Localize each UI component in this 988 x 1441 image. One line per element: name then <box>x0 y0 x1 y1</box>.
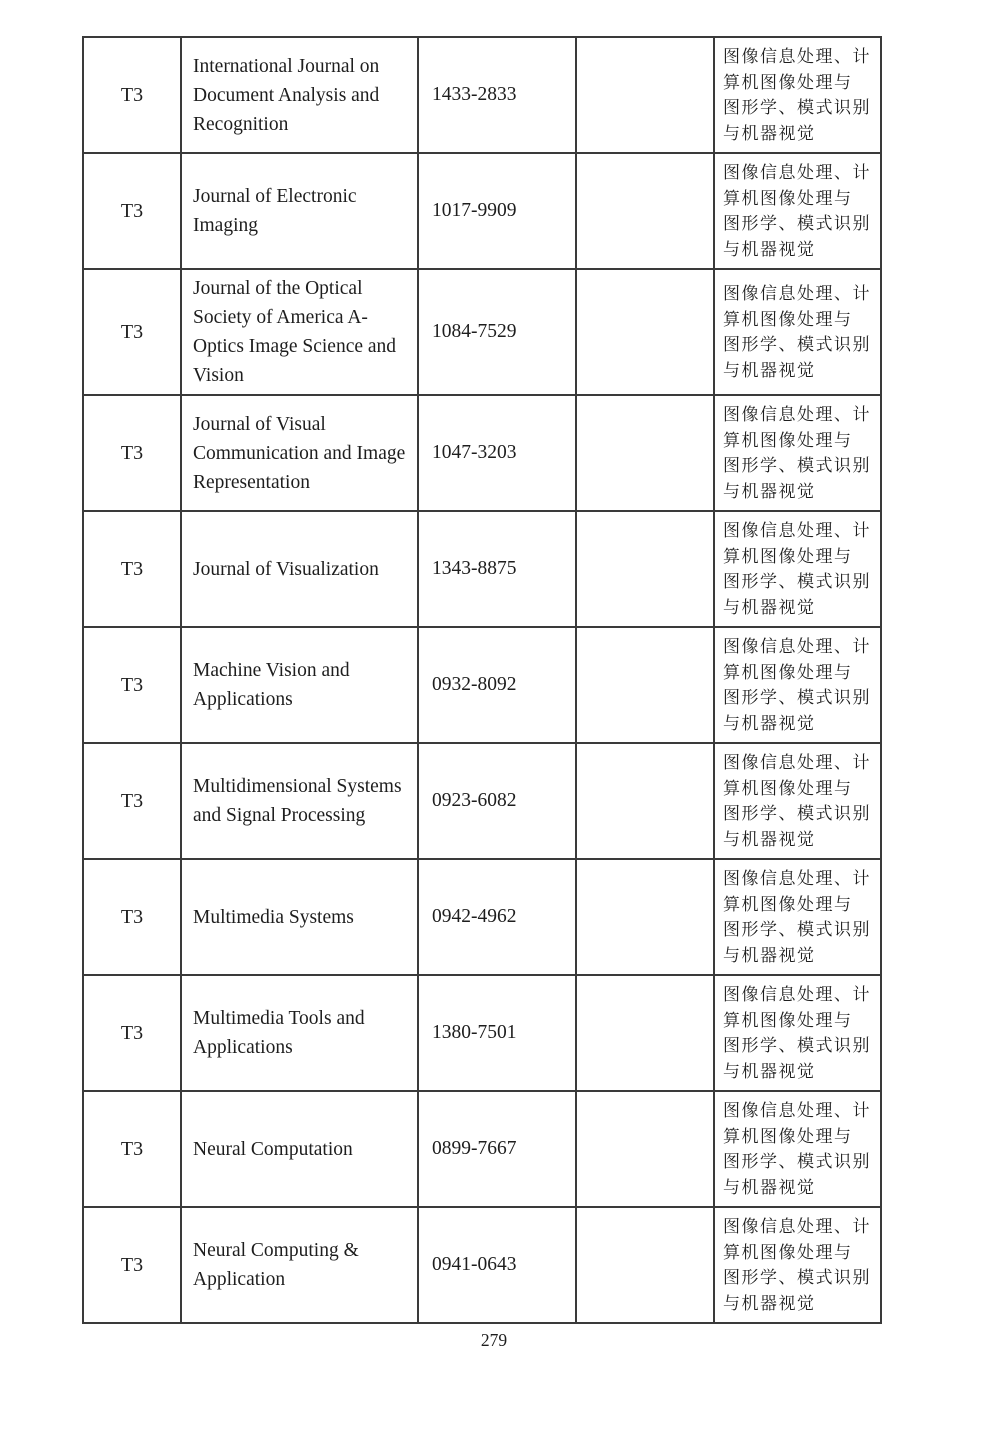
empty-cell <box>576 153 714 269</box>
category-line: 算机图像处理与 <box>723 1126 853 1146</box>
empty-cell <box>576 743 714 859</box>
category-line: 图形学、模式识别 <box>723 98 871 117</box>
journal-name-cell: Journal of Visualization <box>181 511 418 627</box>
category-line: 算机图像处理与 <box>723 188 853 208</box>
category-cell <box>714 153 881 269</box>
empty-cell <box>576 1207 714 1323</box>
journal-ranking-table <box>82 36 882 1324</box>
journal-name-cell: Neural Computation <box>181 1091 418 1207</box>
category-cell <box>714 1091 881 1207</box>
tier-cell: T3 <box>83 743 181 859</box>
category-line: 与机器视觉 <box>723 829 816 849</box>
journal-name-cell: Journal of Electronic Imaging <box>181 153 418 269</box>
empty-cell <box>576 859 714 975</box>
category-line: 与机器视觉 <box>723 597 816 617</box>
category-cell <box>714 743 881 859</box>
category-cell <box>714 975 881 1091</box>
empty-cell <box>576 511 714 627</box>
category-line: 算机图像处理与 <box>723 894 853 914</box>
category-line: 图像信息处理、计 <box>723 405 871 424</box>
table-row <box>83 743 881 859</box>
category-cell <box>714 1207 881 1323</box>
issn-cell: 1433-2833 <box>418 37 576 153</box>
category-cell <box>714 395 881 511</box>
category-line: 图形学、模式识别 <box>723 572 871 591</box>
issn-cell: 1084-7529 <box>418 269 576 395</box>
table-row <box>83 153 881 269</box>
category-line: 算机图像处理与 <box>723 1242 853 1262</box>
tier-cell: T3 <box>83 37 181 153</box>
table-row <box>83 395 881 511</box>
journal-name-cell: Multidimensional Systems and Signal Processing <box>181 743 418 859</box>
category-line: 图像信息处理、计 <box>723 163 871 182</box>
category-line: 与机器视觉 <box>723 123 816 143</box>
tier-cell: T3 <box>83 395 181 511</box>
journal-name-cell: Journal of the Optical Society of America A-Optics Image Science and Vision <box>181 269 418 395</box>
category-line: 算机图像处理与 <box>723 662 853 682</box>
issn-cell: 1047-3203 <box>418 395 576 511</box>
category-line: 图像信息处理、计 <box>723 521 871 540</box>
category-line: 图像信息处理、计 <box>723 869 871 888</box>
category-line: 与机器视觉 <box>723 360 816 380</box>
tier-cell: T3 <box>83 1207 181 1323</box>
table-row <box>83 975 881 1091</box>
category-line: 图像信息处理、计 <box>723 753 871 772</box>
category-cell <box>714 627 881 743</box>
category-line: 图形学、模式识别 <box>723 688 871 707</box>
tier-cell: T3 <box>83 153 181 269</box>
table-row <box>83 1207 881 1323</box>
tier-cell: T3 <box>83 627 181 743</box>
category-line: 算机图像处理与 <box>723 430 853 450</box>
issn-cell: 0899-7667 <box>418 1091 576 1207</box>
empty-cell <box>576 627 714 743</box>
journal-name-cell: Multimedia Systems <box>181 859 418 975</box>
issn-cell: 0942-4962 <box>418 859 576 975</box>
issn-cell: 0932-8092 <box>418 627 576 743</box>
category-line: 图形学、模式识别 <box>723 456 871 475</box>
category-cell <box>714 859 881 975</box>
tier-cell: T3 <box>83 975 181 1091</box>
category-line: 算机图像处理与 <box>723 546 853 566</box>
tier-cell: T3 <box>83 859 181 975</box>
category-cell <box>714 37 881 153</box>
category-line: 算机图像处理与 <box>723 72 853 92</box>
category-line: 图形学、模式识别 <box>723 1268 871 1287</box>
category-line: 图像信息处理、计 <box>723 1217 871 1236</box>
category-line: 图像信息处理、计 <box>723 637 871 656</box>
table-row <box>83 1091 881 1207</box>
table-row <box>83 627 881 743</box>
category-line: 图像信息处理、计 <box>723 47 871 66</box>
journal-name-cell: Journal of Visual Communication and Image Representation <box>181 395 418 511</box>
issn-cell: 0923-6082 <box>418 743 576 859</box>
category-line: 图形学、模式识别 <box>723 214 871 233</box>
table-row <box>83 269 881 395</box>
category-line: 与机器视觉 <box>723 1061 816 1081</box>
empty-cell <box>576 269 714 395</box>
issn-cell: 1380-7501 <box>418 975 576 1091</box>
issn-cell: 0941-0643 <box>418 1207 576 1323</box>
empty-cell <box>576 395 714 511</box>
category-line: 与机器视觉 <box>723 239 816 259</box>
category-line: 图形学、模式识别 <box>723 335 871 354</box>
category-line: 算机图像处理与 <box>723 778 853 798</box>
category-line: 算机图像处理与 <box>723 1010 853 1030</box>
category-line: 图形学、模式识别 <box>723 920 871 939</box>
journal-name-cell: International Journal on Document Analysis and Recognition <box>181 37 418 153</box>
category-line: 图形学、模式识别 <box>723 1152 871 1171</box>
category-line: 与机器视觉 <box>723 713 816 733</box>
table-row <box>83 859 881 975</box>
category-line: 与机器视觉 <box>723 1293 816 1313</box>
table-row <box>83 37 881 153</box>
category-line: 图像信息处理、计 <box>723 1101 871 1120</box>
category-line: 图形学、模式识别 <box>723 804 871 823</box>
journal-name-cell: Neural Computing & Application <box>181 1207 418 1323</box>
issn-cell: 1343-8875 <box>418 511 576 627</box>
journal-name-cell: Multimedia Tools and Applications <box>181 975 418 1091</box>
category-line: 图形学、模式识别 <box>723 1036 871 1055</box>
category-cell <box>714 269 881 395</box>
journal-name-cell: Machine Vision and Applications <box>181 627 418 743</box>
issn-cell: 1017-9909 <box>418 153 576 269</box>
tier-cell: T3 <box>83 1091 181 1207</box>
category-line: 与机器视觉 <box>723 1177 816 1197</box>
category-line: 与机器视觉 <box>723 481 816 501</box>
category-line: 算机图像处理与 <box>723 309 853 329</box>
table-body <box>83 37 881 1323</box>
category-line: 与机器视觉 <box>723 945 816 965</box>
page-number: 279 <box>480 1330 508 1350</box>
tier-cell: T3 <box>83 511 181 627</box>
empty-cell <box>576 37 714 153</box>
category-line: 图像信息处理、计 <box>723 985 871 1004</box>
category-line: 图像信息处理、计 <box>723 284 871 303</box>
empty-cell <box>576 1091 714 1207</box>
category-cell <box>714 511 881 627</box>
tier-cell: T3 <box>83 269 181 395</box>
empty-cell <box>576 975 714 1091</box>
table-row <box>83 511 881 627</box>
